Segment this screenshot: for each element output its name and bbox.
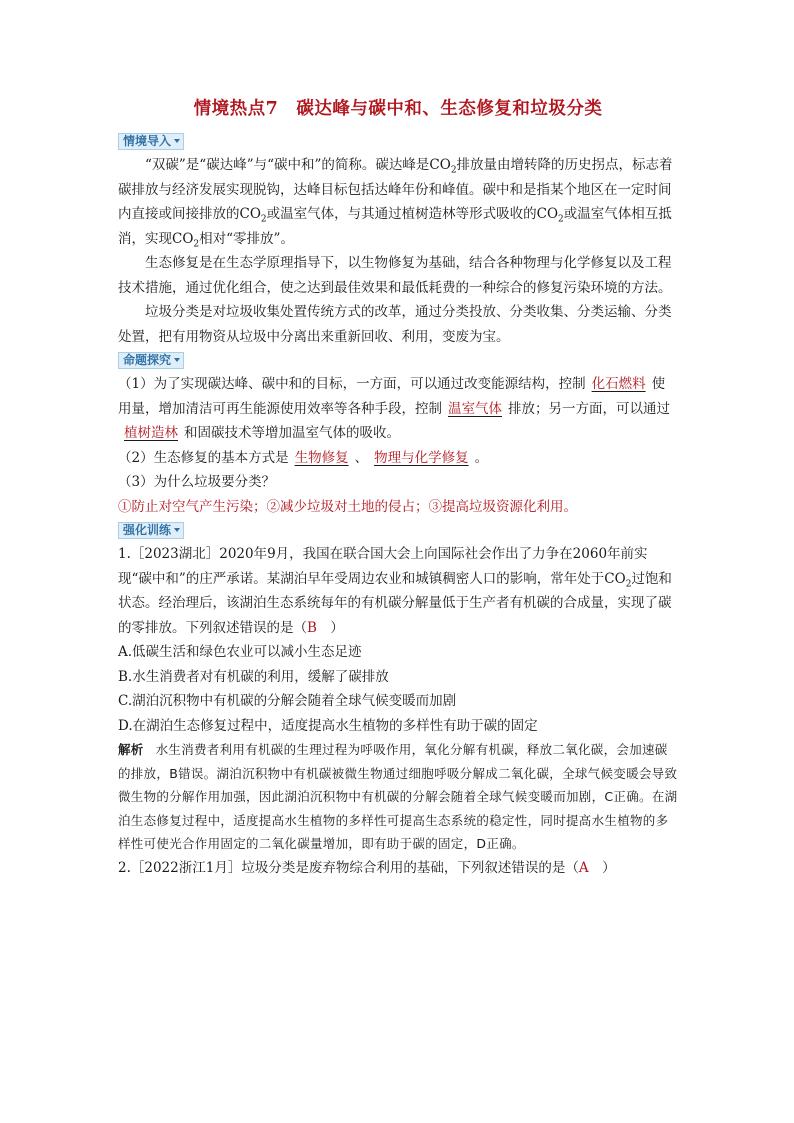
answer-choice: A (578, 859, 589, 876)
option-c: C.湖泊沉积物中有机碳的分解会随着全球气候变暖而加剧 (118, 693, 457, 709)
option-a: A.低碳生活和绿色农业可以减小生态足迹 (118, 644, 362, 660)
section-tag-practice: 强化训练 (118, 522, 184, 539)
answer-choice: B (307, 619, 317, 636)
answer-blank: 化石燃料 (591, 376, 646, 392)
section-tag-explore: 命题探究 (118, 352, 184, 369)
analysis-label: 解析 (118, 742, 144, 757)
explore-answer-3: ①防止对空气产生污染；②减少垃圾对土地的侵占；③提高垃圾资源化利用。 (118, 498, 577, 515)
practice-question-1: 1.［2023湖北］2020年9月，我国在联合国大会上向国际社会作出了力争在2060年前实现“碳中和”的庄严承诺。某湖泊早年受周边农业和城镇稠密人口的影响，常年处于$CO_2$过饱和状态。经治理后，该湖泊生态系统每年的有机碳分解量低于生产者有机碳的合成量，实现了碳的零排放。下列叙述错误的是（B ） (118, 546, 672, 636)
practice-question-2: 2.［2022浙江1月］垃圾分类是废弃物综合利用的基础，下列叙述错误的是（A ） (118, 859, 616, 876)
explore-question-3: （3）为什么垃圾要分类？ (118, 474, 276, 490)
intro-paragraph-1: “双碳”是“碳达峰”与“碳中和”的简称。碳达峰是$CO_2$排放量由增转降的历史拐点，标志着碳排放与经济发展实现脱钩，达峰目标包括达峰年份和峰值。碳中和是指某个地区在一定时间内直接或间接排放的$CO_2$或温室气体，与其通过植树造林等形式吸收的$CO_2$或温室气体相互抵消，实现$CO_2$相对“零排放”。 (118, 157, 673, 250)
intro-paragraph-2: 生态修复是在生态学原理指导下，以生物修复为基础，结合各种物理与化学修复以及工程技术措施，通过优化组合，使之达到最佳效果和最低耗费的一种综合的修复污染环境的方法。 (118, 255, 672, 296)
explore-question-2: （2）生态修复的基本方式是 生物修复 、 物理与化学修复 。 (118, 449, 489, 466)
intro-section (118, 130, 678, 349)
answer-blank: 物理与化学修复 (374, 449, 469, 466)
option-d: D.在湖泊生态修复过程中，适度提高水生植物的多样性有助于碳的固定 (118, 717, 538, 734)
answer-blank: 生物修复 (294, 449, 349, 466)
practice-section (118, 519, 678, 880)
document-page (118, 95, 678, 880)
option-b: B.水生消费者对有机碳的利用，缓解了碳排放 (118, 668, 389, 685)
analysis-paragraph: 解析 水生消费者利用有机碳的生理过程为呼吸作用，氧化分解有机碳，释放二氧化碳，会加速碳的排放，B错误。湖泊沉积物中有机碳被微生物通过细胞呼吸分解成二氧化碳，全球气候变暖会导致微生物的分解作用加强，因此湖泊沉积物中有机碳的分解会随着全球气候变暖而加剧，C正确。在湖泊生态修复过程中，适度提高水生植物的多样性可提高生态系统的稳定性，同时提高水生植物的多样性可使光合作用固定的二氧化碳量增加，即有助于碳的固定，D正确。 (118, 742, 678, 851)
answer-blank: 温室气体 (448, 400, 502, 417)
page-title: 情境热点7 碳达峰与碳中和、生态修复和垃圾分类 (193, 99, 603, 119)
explore-question-1: （1）为了实现碳达峰、碳中和的目标，一方面，可以通过改变能源结构，控制 化石燃料 使用量，增加清洁可再生能源使用效率等各种手段，控制 温室气体 排放；另一方面，可以通过植树造林 和固碳技术等增加温室气体的吸收。 (118, 376, 670, 441)
explore-section (118, 349, 678, 519)
intro-paragraph-3: 垃圾分类是对垃圾收集处置传统方式的改革，通过分类投放、分类收集、分类运输、分类处置，把有用物资从垃圾中分离出来重新回收、利用，变废为宝。 (118, 304, 672, 345)
section-tag-intro: 情境导入 (118, 133, 184, 150)
answer-blank: 植树造林 (124, 425, 178, 441)
